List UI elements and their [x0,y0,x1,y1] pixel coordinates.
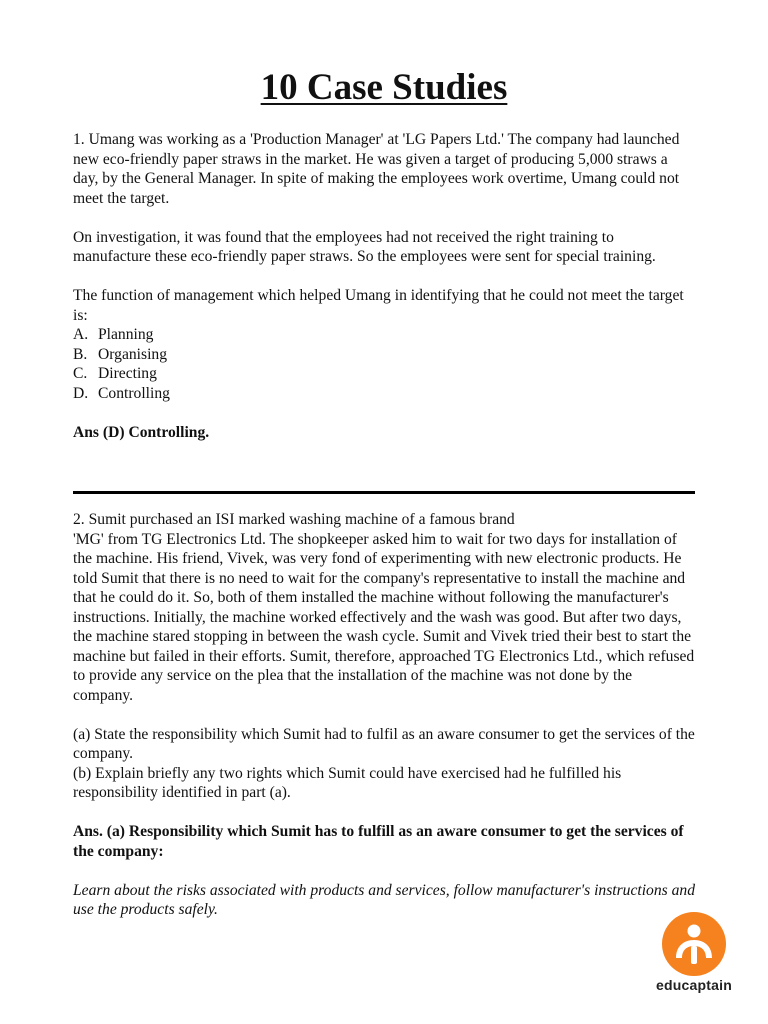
case-2-intro-line-1: 2. Sumit purchased an ISI marked washing machine of a famous brand [73,511,515,528]
option-text: Directing [98,365,157,382]
option-letter: A. [73,326,89,343]
case-2-answer-heading: Ans. (a) Responsibility which Sumit has to fulfill as an aware consumer to get the services of the company: [73,823,684,860]
logo-badge [662,912,726,976]
case-1-intro: 1. Umang was working as a 'Production Manager' at 'LG Papers Ltd.' The company had launched new eco-friendly paper straws in the market. He was given a target of producing 5,000 straws a day, by the General Manager. In spite of making the employees work overtime, Umang could not meet the target. [73,131,680,207]
page-title: 10 Case Studies [260,67,508,108]
option-text: Organising [98,345,168,363]
option-letter: D. [73,384,89,402]
option-text: Planning [98,326,154,343]
case-2-question-a: (a) State the responsibility which Sumit had to fulfil as an aware consumer to get the services of the company. [73,725,695,762]
case-2-intro: 'MG' from TG Electronics Ltd. The shopkeeper asked him to wait for two days for installation of the machine. His friend, Vivek, was very fond of experimenting with new electronic products. He told Sumit that there is no need to wait for the company's representative to install the machine and that he could do it. So, both of them installed the machine without following the manufacturer's instructions. Initially, the machine worked effectively and the wash was good. But after two days, the machine stared stopping in between the wash cycle. Sumit and Vivek tried their best to start the machine but failed in their efforts. Sumit, therefore, approached TG Electronics Ltd., which refused to provide any service on the plea that the installation of the machine was not done by the company. [73,530,695,704]
case-2-answer-text: Learn about the risks associated with products and services, follow manufacturer's instructions and use the products safely. [73,881,696,918]
option-c [73,364,695,384]
person-icon [662,912,726,976]
section-divider [73,491,695,494]
educaptain-logo [646,912,742,993]
logo-wordmark: educaptain [656,977,732,993]
option-letter: C. [73,365,88,382]
option-text: Controlling [98,384,170,402]
case-1-answer: Ans (D) Controlling. [73,423,210,441]
case-1-options [73,325,695,403]
option-b [73,345,695,365]
option-letter: B. [73,345,88,363]
case-1-question: The function of management which helped Umang in identifying that he could not meet the target is: [73,287,684,324]
option-a [73,325,695,345]
option-d [73,384,695,404]
case-study-2 [73,510,695,920]
case-1-investigation: On investigation, it was found that the employees had not received the right training to manufacture these eco-friendly paper straws. So the employees were sent for special training. [73,228,656,265]
case-study-1 [73,130,695,442]
case-2-question-b: (b) Explain briefly any two rights which Sumit could have exercised had he fulfilled his responsibility identified in part (a). [73,764,622,801]
